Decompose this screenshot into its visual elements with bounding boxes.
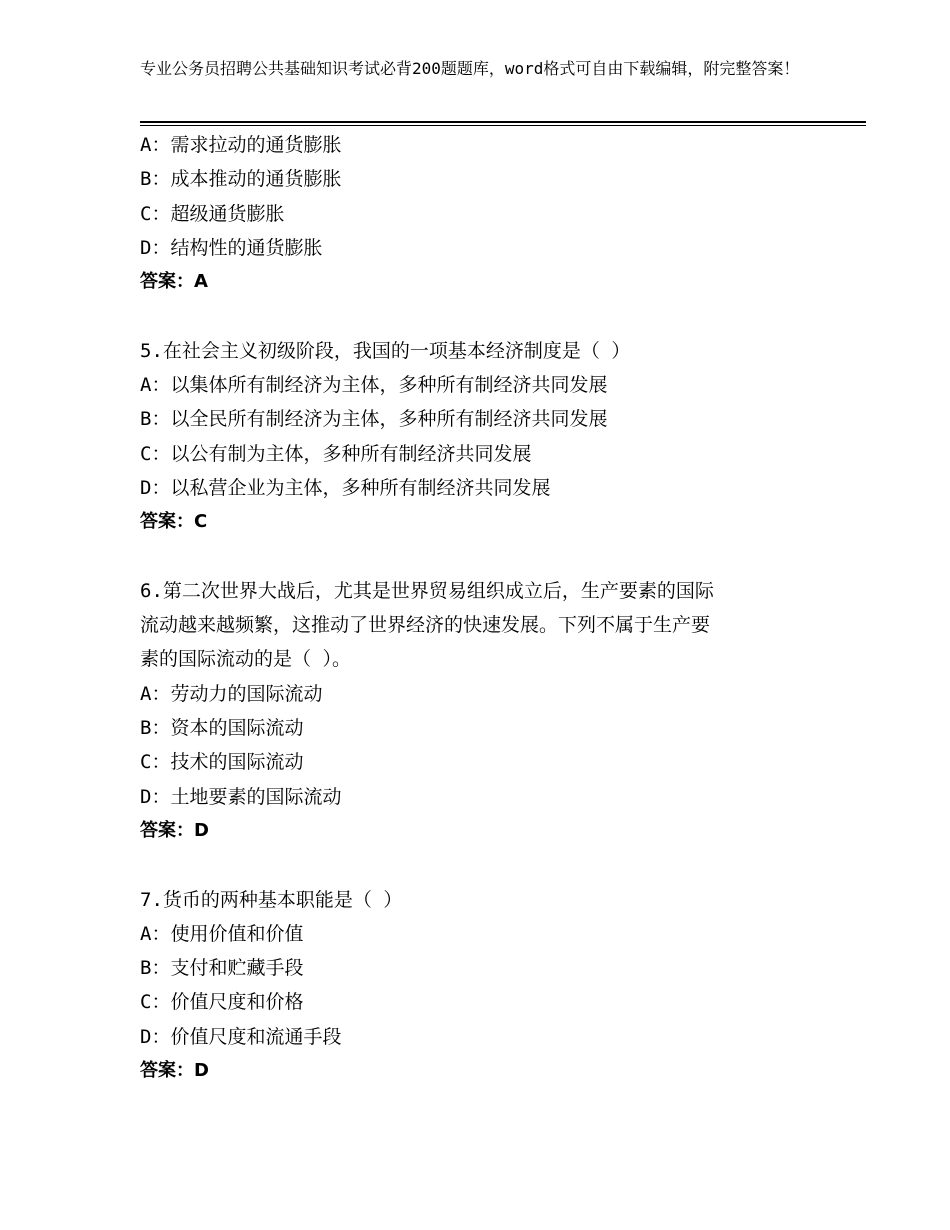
option-b: B：资本的国际流动 — [140, 717, 304, 740]
question-5 — [140, 334, 840, 540]
option-b: B：以全民所有制经济为主体，多种所有制经济共同发展 — [140, 408, 608, 431]
document-header — [140, 58, 840, 80]
option-a: A：需求拉动的通货膨胀 — [140, 134, 342, 156]
answer-label: 答案： — [140, 819, 194, 841]
option-a: A：劳动力的国际流动 — [140, 682, 323, 705]
answer-value: D — [194, 819, 209, 841]
option-d: D：结构性的通货膨胀 — [140, 236, 323, 259]
option-b: B：支付和贮藏手段 — [140, 957, 304, 980]
question-text-line-2: 流动越来越频繁，这推动了世界经济的快速发展。下列不属于生产要 — [140, 614, 711, 637]
option-a: A：使用价值和价值 — [140, 922, 304, 945]
answer-label: 答案： — [140, 271, 194, 293]
answer-value: D — [194, 1060, 209, 1082]
spacer — [140, 848, 840, 882]
spacer — [140, 540, 840, 574]
answer-value: C — [194, 511, 208, 533]
question-text-line-1: 6.第二次世界大战后，尤其是世界贸易组织成立后，生产要素的国际 — [140, 579, 714, 602]
question-list — [140, 128, 840, 1088]
option-c: C：价值尺度和价格 — [140, 991, 304, 1014]
answer-line — [140, 814, 840, 848]
question-7 — [140, 883, 840, 1089]
option-c: C：技术的国际流动 — [140, 751, 304, 774]
answer-label: 答案： — [140, 511, 194, 533]
option-d: D：价值尺度和流通手段 — [140, 1025, 342, 1048]
option-c: C：以公有制为主体，多种所有制经济共同发展 — [140, 442, 532, 465]
question-6 — [140, 574, 840, 848]
answer-value: A — [194, 271, 208, 293]
question-text: 7.货币的两种基本职能是（ ） — [140, 888, 403, 911]
header-rule-thick — [140, 121, 866, 123]
spacer — [140, 299, 840, 333]
header-text: 专业公务员招聘公共基础知识考试必背200题题库，word格式可自由下载编辑，附完整答案！ — [140, 59, 800, 78]
option-a: A：以集体所有制经济为主体，多种所有制经济共同发展 — [140, 374, 608, 397]
option-b: B：成本推动的通货膨胀 — [140, 168, 342, 191]
answer-line — [140, 505, 840, 539]
answer-label: 答案： — [140, 1060, 194, 1082]
question-text-line-3: 素的国际流动的是（ ）。 — [140, 648, 351, 671]
answer-line — [140, 265, 840, 299]
option-d: D：土地要素的国际流动 — [140, 785, 342, 808]
question-4 — [140, 128, 840, 299]
question-text: 5.在社会主义初级阶段，我国的一项基本经济制度是（ ） — [140, 339, 631, 362]
answer-line — [140, 1054, 840, 1088]
option-d: D：以私营企业为主体，多种所有制经济共同发展 — [140, 476, 551, 499]
header-rule-thin — [140, 125, 866, 126]
option-c: C：超级通货膨胀 — [140, 202, 285, 225]
